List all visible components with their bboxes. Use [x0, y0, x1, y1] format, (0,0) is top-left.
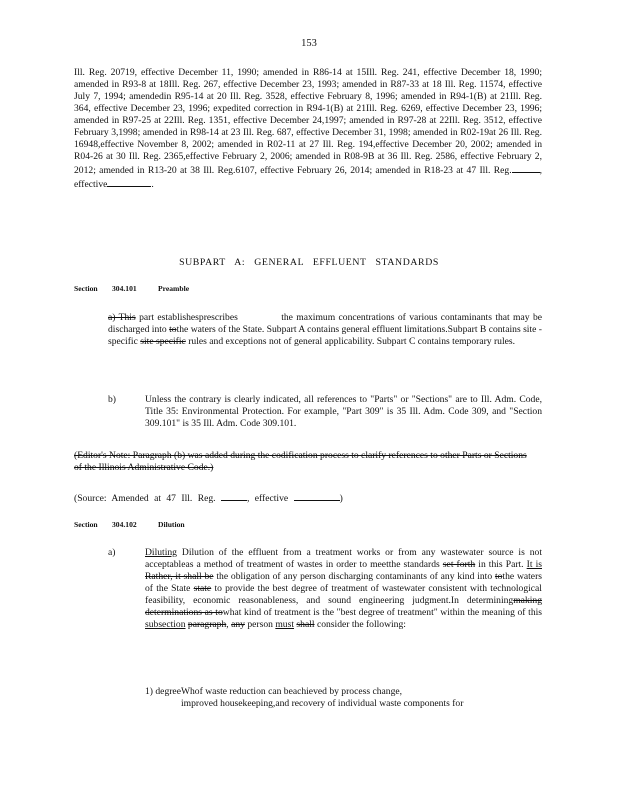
history-effective-label: , effective [74, 165, 542, 190]
inserted-it-is: It is [526, 559, 542, 570]
page-number: 153 [301, 38, 317, 49]
section-title: Dilution [158, 520, 185, 529]
preamble-text-3: the waters of the State. Subpart A contains general effluent limitations.Subpart B contains site -specific [108, 324, 542, 347]
deleted-paragraph: paragraph [187, 619, 227, 630]
source-reg-blank [221, 491, 247, 501]
deleted-shall: shall [296, 619, 315, 630]
dilution-text-1: Dilution of the effluent from a treatment works or from any wastewater source is not acceptableas a method of treatment of wastes in order to meetthe standards [145, 547, 542, 570]
source-note [74, 491, 343, 504]
section-word: Section [74, 520, 98, 529]
dilution-text-5: to provide the best degree of treatment of wastewater consistent with technological feasibility, economic reasonableness, and sound engineering judgment.In determining [145, 583, 542, 606]
subparagraph-1-line-1: 1) degreeWhof waste reduction can beachieved by process change, [145, 686, 403, 697]
label-b: b) [108, 394, 116, 405]
deleted-set-forth: set forth [442, 559, 476, 570]
preamble-text-1: part establishesprescribes [139, 312, 238, 323]
deleted-to-2: to [494, 571, 503, 582]
source-effective: , effective [246, 493, 289, 504]
section-title: Preamble [158, 284, 190, 293]
inserted-diluting: Diluting [145, 547, 177, 558]
deleted-label-a: a) This [108, 312, 136, 323]
dilution-text-4: the waters of the State [145, 571, 542, 594]
inserted-subsection: subsection [145, 619, 186, 630]
preamble-text-2: the maximum concentrations of various contaminants that may be discharged into [108, 312, 542, 335]
source-suffix: ) [339, 493, 343, 504]
dilution-text-7: consider the following: [316, 619, 406, 630]
deleted-site-specific: site specific [140, 336, 186, 347]
dilution-person: person [247, 619, 273, 630]
deleted-any: any [231, 619, 245, 630]
dilution-text-2: in this Part. [478, 559, 524, 570]
label-a: a) [108, 547, 116, 558]
deleted-making-determinations: making determinations as to [145, 595, 542, 618]
history-reg-blank [512, 163, 540, 173]
deleted-to: to [169, 324, 177, 335]
dilution-comma: , [226, 619, 229, 630]
subparagraph-1-line-2: improved housekeeping,and recovery of individual waste components for [181, 698, 464, 709]
section-word: Section [74, 284, 98, 293]
history-date-blank [107, 177, 151, 187]
history-paragraph: Ill. Reg. 20719, effective December 11, 1990; amended in R86-14 at 15Ill. Reg. 241, effective December 18, 1990; amended in R93-8 at 18Ill. Reg. 267, effective December 23, 1993; amended in R87-33 at 18 Ill. Reg. 11574, effective July 7, 1994; amendedin R95-14 at 20 Ill. Reg. 3528, effective February 8, 1996; amended in R94-1(B) at 21Ill. Reg. 364, effective December 23, 1996; expedited correction in R94-1(B) at 21Ill. Reg. 6269, effective December 23, 1996; amended in R97-25 at 22Ill. Reg. 1351, effective December 24,1997; amended in R97-28 at 22Ill. Reg. 3512, effective February 3,1998; amended in R98-14 at 23 Ill. Reg. 687, effective December 31, 1998; amended in R02-19at 26 Ill. Reg. 16948,effective November 8, 2002; amended in R02-11 at 27 Ill. Reg. 194,effective December 20, 2002; amended in R04-26 at 30 Ill. Reg. 2365,effective February 2, 2006; amended in R08-9B at 36 Ill. Reg. 2586, effective February 2, 2012; amended in R13-20 at 38 Ill. Reg.6107, effective February 26, 2014; amended in R18-23 at 47 Ill. Reg. , effective . [74, 67, 542, 190]
deleted-state: state [193, 583, 212, 594]
preamble-text-4: rules and exceptions not of general applicability. Subpart C contains temporary rules. [188, 336, 516, 347]
source-date-blank [294, 491, 340, 501]
history-text: Ill. Reg. 20719, effective December 11, 1990; amended in R86-14 at 15Ill. Reg. 241, effective December 18, 1990; amended in R93-8 at 18Ill. Reg. 267, effective December 23, 1993; amended in R87-33 at 18 Ill. Reg. 11574, effective July 7, 1994; amendedin R95-14 at 20 Ill. Reg. 3528, effective February 8, 1996; amended in R94-1(B) at 21Ill. Reg. 364, effective December 23, 1996; expedited correction in R94-1(B) at 21Ill. Reg. 6269, effective December 23, 1996; amended in R97-25 at 22Ill. Reg. 1351, effective December 24,1997; amended in R97-28 at 22Ill. Reg. 3512, effective February 3,1998; amended in R98-14 at 23 Ill. Reg. 687, effective December 31, 1998; amended in R02-19at 26 Ill. Reg. 16948,effective November 8, 2002; amended in R02-11 at 27 Ill. Reg. 194,effective December 20, 2002; amended in R04-26 at 30 Ill. Reg. 2365,effective February 2, 2006; amended in R08-9B at 36 Ill. Reg. 2586, effective February 2, 2012; amended in R13-20 at 38 Ill. Reg.6107, effective February 26, 2014; amended in R18-23 at 47 Ill. Reg. [74, 67, 542, 176]
subparagraph-1 [145, 686, 542, 710]
section-304-101-heading [74, 284, 190, 293]
dilution-text [145, 547, 542, 631]
dilution-text-3: the obligation of any person discharging contaminants of any kind into [216, 571, 493, 582]
section-number: 304.101 [112, 284, 137, 293]
section-number: 304.102 [112, 520, 137, 529]
inserted-must: must [275, 619, 295, 630]
deleted-rather: Rather, it shall be [145, 571, 214, 582]
references-text: Unless the contrary is clearly indicated, all references to "Parts" or "Sections" are to Ill. Adm. Code, Title 35: Environmental Protection. For example, "Part 309" is 35 Ill. Adm. Code 309, and "Section 309.101" is 35 Ill. Adm. Code 309.101. [145, 394, 542, 429]
editors-note: (Editor's Note: Paragraph (b) was added during the codification process to clarify references to other Parts or Sections of the Illinois Administrative Code.) [74, 450, 527, 473]
source-prefix: (Source: Amended at 47 Ill. Reg. [74, 493, 216, 504]
section-304-102-heading [74, 520, 185, 529]
dilution-text-6: what kind of treatment is the "best degree of treatment" within the meaning of this [222, 607, 543, 618]
subpart-heading: SUBPART A: GENERAL EFFLUENT STANDARDS [179, 257, 439, 268]
